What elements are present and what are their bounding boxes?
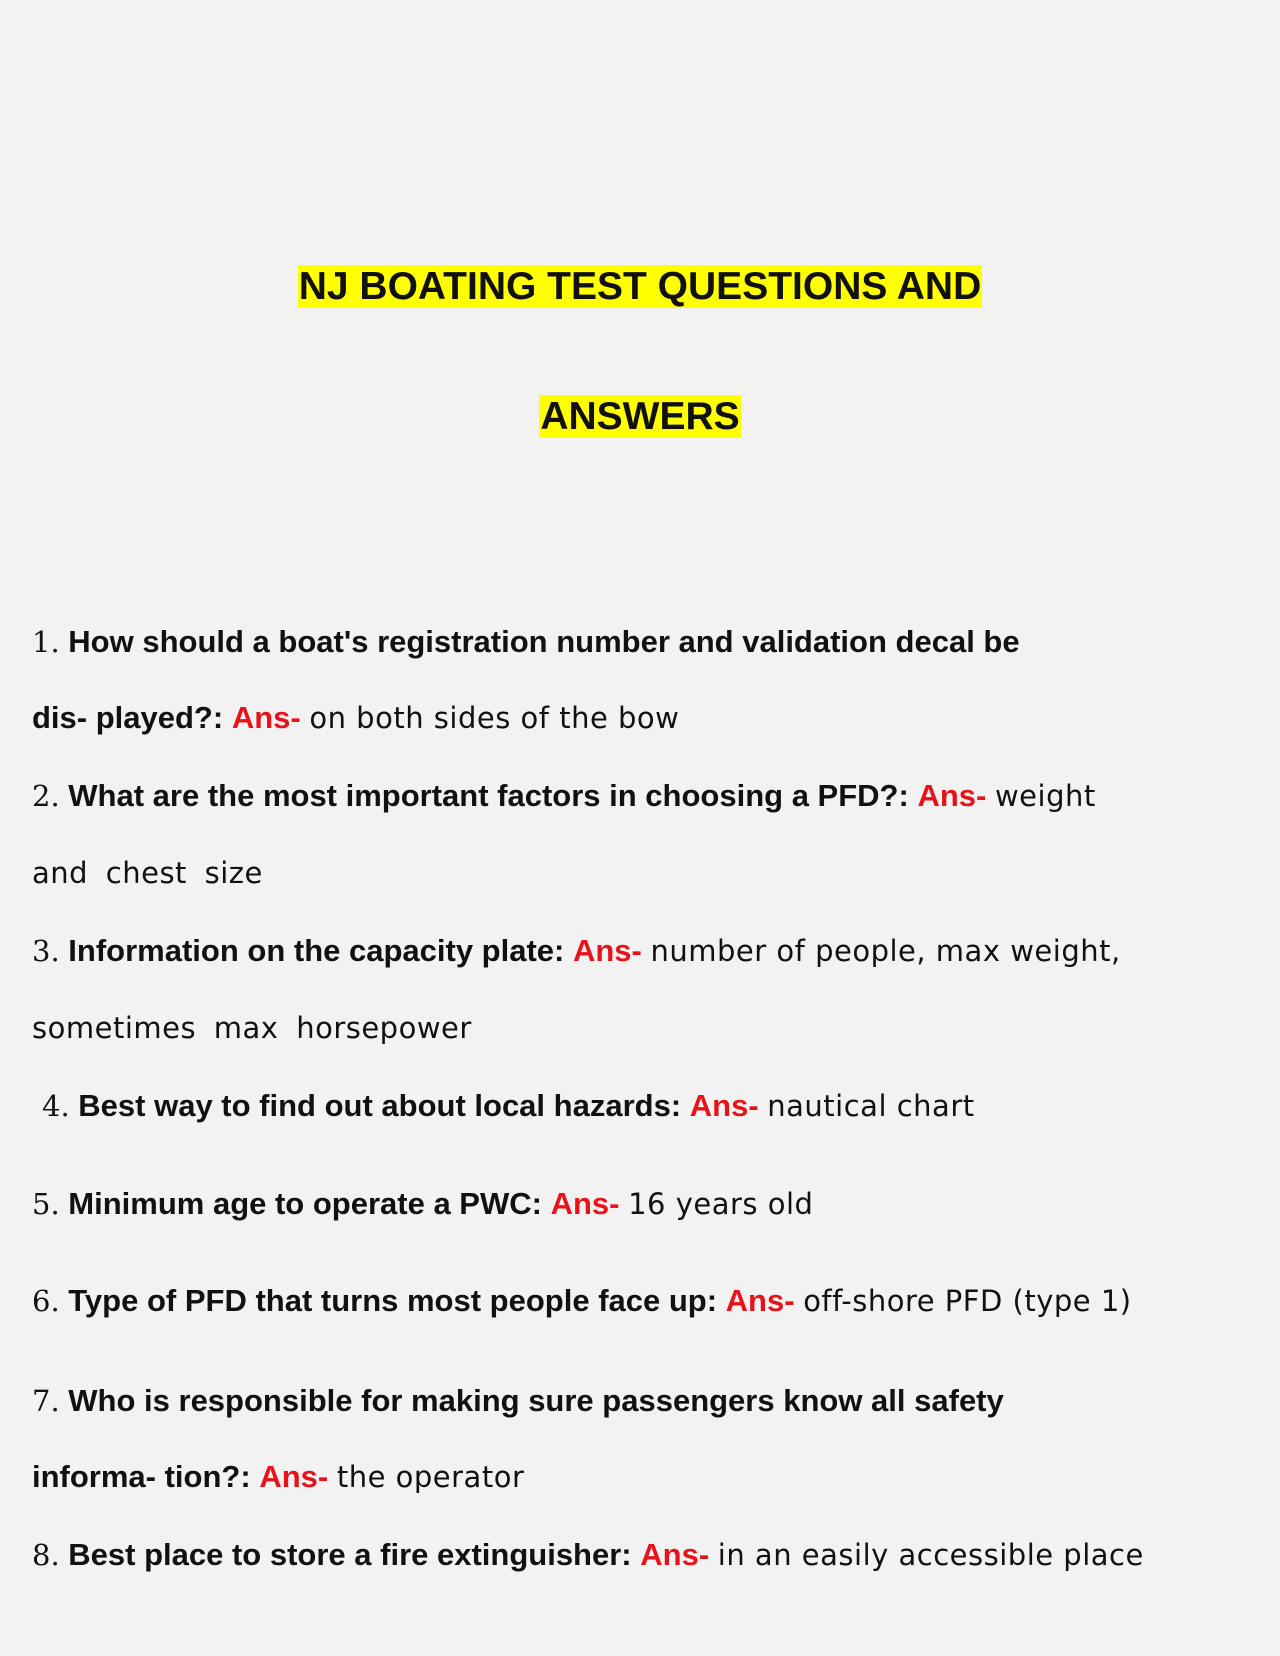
- document-title-line-2: [0, 393, 1280, 441]
- question-number: 6.: [32, 1284, 60, 1318]
- question-number: 4.: [42, 1089, 70, 1123]
- question-number: 8.: [32, 1538, 60, 1572]
- question-number: 5.: [32, 1187, 60, 1221]
- question-text: Type of PFD that turns most people face up:: [68, 1283, 718, 1318]
- question-number: 2.: [32, 779, 60, 813]
- question-text: dis- played?:: [32, 700, 224, 735]
- answer-2-continued: [32, 853, 263, 893]
- document-title-line-1: [0, 263, 1280, 311]
- question-3: [32, 931, 1121, 971]
- answer-label: Ans-: [572, 933, 642, 968]
- question-text: Best way to find out about local hazards:: [78, 1088, 682, 1123]
- question-number: 7.: [32, 1384, 60, 1418]
- question-text: informa- tion?:: [32, 1459, 251, 1494]
- answer-label: Ans-: [231, 700, 301, 735]
- answer-text: on both sides of the bow: [309, 701, 680, 735]
- question-1-continued: [32, 698, 679, 738]
- question-2: [32, 776, 1096, 816]
- answer-label: Ans-: [917, 778, 987, 813]
- question-text: Best place to store a fire extinguisher:: [68, 1537, 632, 1572]
- question-number: 3.: [32, 934, 60, 968]
- answer-text: 16 years old: [628, 1187, 814, 1221]
- question-text: What are the most important factors in choosing a PFD?:: [68, 778, 909, 813]
- question-6: [32, 1281, 1132, 1321]
- answer-text: nautical chart: [767, 1089, 975, 1123]
- answer-text: and chest size: [32, 856, 263, 890]
- question-4: [42, 1086, 975, 1126]
- answer-text: weight: [994, 779, 1096, 813]
- question-1: [32, 622, 1020, 662]
- answer-label: Ans-: [725, 1283, 795, 1318]
- answer-label: Ans-: [259, 1459, 329, 1494]
- title-highlight: NJ BOATING TEST QUESTIONS AND: [298, 265, 982, 308]
- answer-text: number of people, max weight,: [650, 934, 1121, 968]
- answer-3-continued: [32, 1008, 472, 1048]
- answer-label: Ans-: [640, 1537, 710, 1572]
- answer-label: Ans-: [689, 1088, 759, 1123]
- question-text: Minimum age to operate a PWC:: [68, 1186, 542, 1221]
- answer-text: in an easily accessible place: [717, 1538, 1144, 1572]
- answer-text: the operator: [336, 1460, 525, 1494]
- question-text: How should a boat's registration number and validation decal be: [68, 624, 1020, 659]
- answer-text: sometimes max horsepower: [32, 1011, 472, 1045]
- title-highlight: ANSWERS: [540, 395, 740, 438]
- question-8: [32, 1535, 1144, 1575]
- question-7: [32, 1381, 1004, 1421]
- question-5: [32, 1184, 813, 1224]
- question-7-continued: [32, 1457, 524, 1497]
- question-text: Who is responsible for making sure passengers know all safety: [68, 1383, 1004, 1418]
- question-number: 1.: [32, 625, 60, 659]
- question-text: Information on the capacity plate:: [68, 933, 565, 968]
- answer-text: off-shore PFD (type 1): [803, 1284, 1132, 1318]
- answer-label: Ans-: [550, 1186, 620, 1221]
